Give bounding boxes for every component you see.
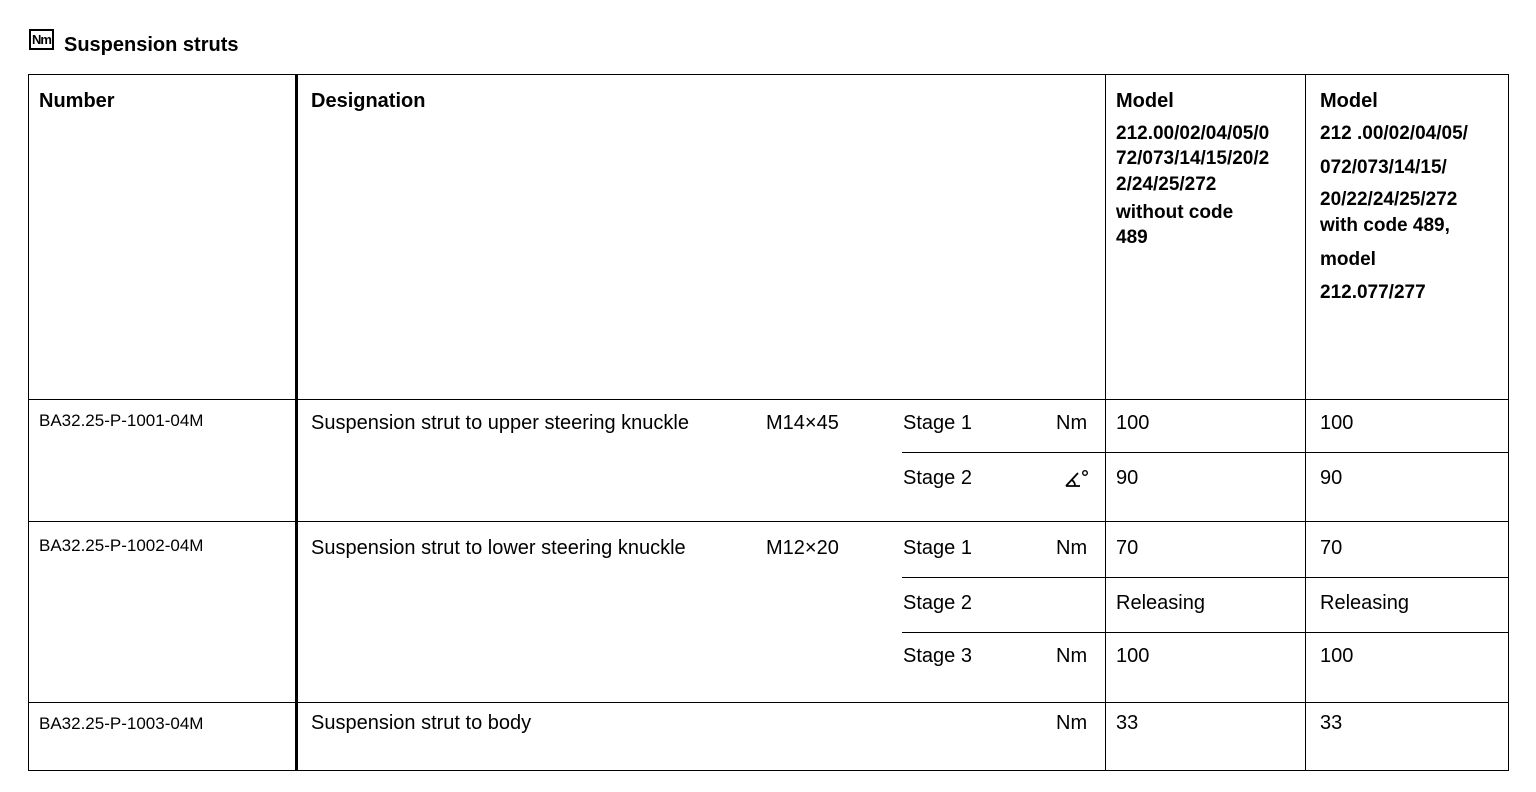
value-model-2: Releasing bbox=[1320, 592, 1409, 614]
row-divider bbox=[28, 521, 1509, 522]
row-designation: Suspension strut to upper steering knuckle bbox=[311, 412, 689, 434]
model-1-line: 212.00/02/04/05/0 bbox=[1116, 123, 1270, 144]
unit-label: Nm bbox=[1056, 712, 1088, 734]
row-thread-size: M12×20 bbox=[766, 537, 839, 559]
row-number: BA32.25-P-1002-04M bbox=[39, 536, 204, 555]
row-number: BA32.25-P-1001-04M bbox=[39, 411, 204, 430]
value-model-2: 100 bbox=[1320, 645, 1354, 667]
header-model-1: Model bbox=[1116, 90, 1174, 112]
row-designation: Suspension strut to lower steering knuckle bbox=[311, 537, 686, 559]
value-model-2: 100 bbox=[1320, 412, 1354, 434]
angle-degree-icon bbox=[1064, 468, 1090, 490]
model-2-line: 20/22/24/25/272 bbox=[1320, 189, 1458, 210]
value-model-1: 33 bbox=[1116, 712, 1139, 734]
header-number: Number bbox=[39, 90, 115, 112]
column-divider bbox=[1305, 74, 1306, 771]
unit-label: Nm bbox=[1056, 537, 1088, 559]
value-model-1: 100 bbox=[1116, 645, 1150, 667]
value-model-1: 90 bbox=[1116, 467, 1139, 489]
column-divider bbox=[295, 74, 298, 771]
stage-label: Stage 1 bbox=[903, 537, 972, 559]
value-model-2: 33 bbox=[1320, 712, 1343, 734]
stage-divider bbox=[902, 452, 1509, 453]
value-model-1: Releasing bbox=[1116, 592, 1205, 614]
value-model-2: 90 bbox=[1320, 467, 1343, 489]
model-2-line: with code 489, bbox=[1320, 215, 1450, 236]
value-model-1: 100 bbox=[1116, 412, 1150, 434]
stage-divider bbox=[902, 632, 1509, 633]
document-title: Suspension struts bbox=[64, 34, 239, 56]
value-model-1: 70 bbox=[1116, 537, 1139, 559]
header-designation: Designation bbox=[311, 90, 426, 112]
model-2-line: 212 .00/02/04/05/ bbox=[1320, 123, 1468, 144]
row-designation: Suspension strut to body bbox=[311, 712, 532, 734]
unit-label: Nm bbox=[1056, 645, 1088, 667]
row-thread-size: M14×45 bbox=[766, 412, 839, 434]
model-1-line: without code bbox=[1116, 202, 1234, 223]
value-model-2: 70 bbox=[1320, 537, 1343, 559]
model-1-line: 72/073/14/15/20/2 bbox=[1116, 148, 1270, 169]
stage-label: Stage 2 bbox=[903, 467, 972, 489]
stage-label: Stage 1 bbox=[903, 412, 972, 434]
stage-label: Stage 3 bbox=[903, 645, 972, 667]
stage-divider bbox=[902, 577, 1509, 578]
model-2-line: model bbox=[1320, 249, 1376, 270]
header-model-2: Model bbox=[1320, 90, 1378, 112]
column-divider bbox=[1105, 74, 1106, 771]
model-2-line: 072/073/14/15/ bbox=[1320, 157, 1447, 178]
stage-label: Stage 2 bbox=[903, 592, 972, 614]
row-divider bbox=[28, 399, 1509, 400]
model-1-line: 489 bbox=[1116, 227, 1148, 248]
unit-label: Nm bbox=[1056, 412, 1088, 434]
row-number: BA32.25-P-1003-04M bbox=[39, 714, 204, 733]
nm-icon: Nm bbox=[29, 29, 54, 50]
model-2-line: 212.077/277 bbox=[1320, 282, 1426, 303]
model-1-line: 2/24/25/272 bbox=[1116, 174, 1217, 195]
row-divider bbox=[28, 702, 1509, 703]
